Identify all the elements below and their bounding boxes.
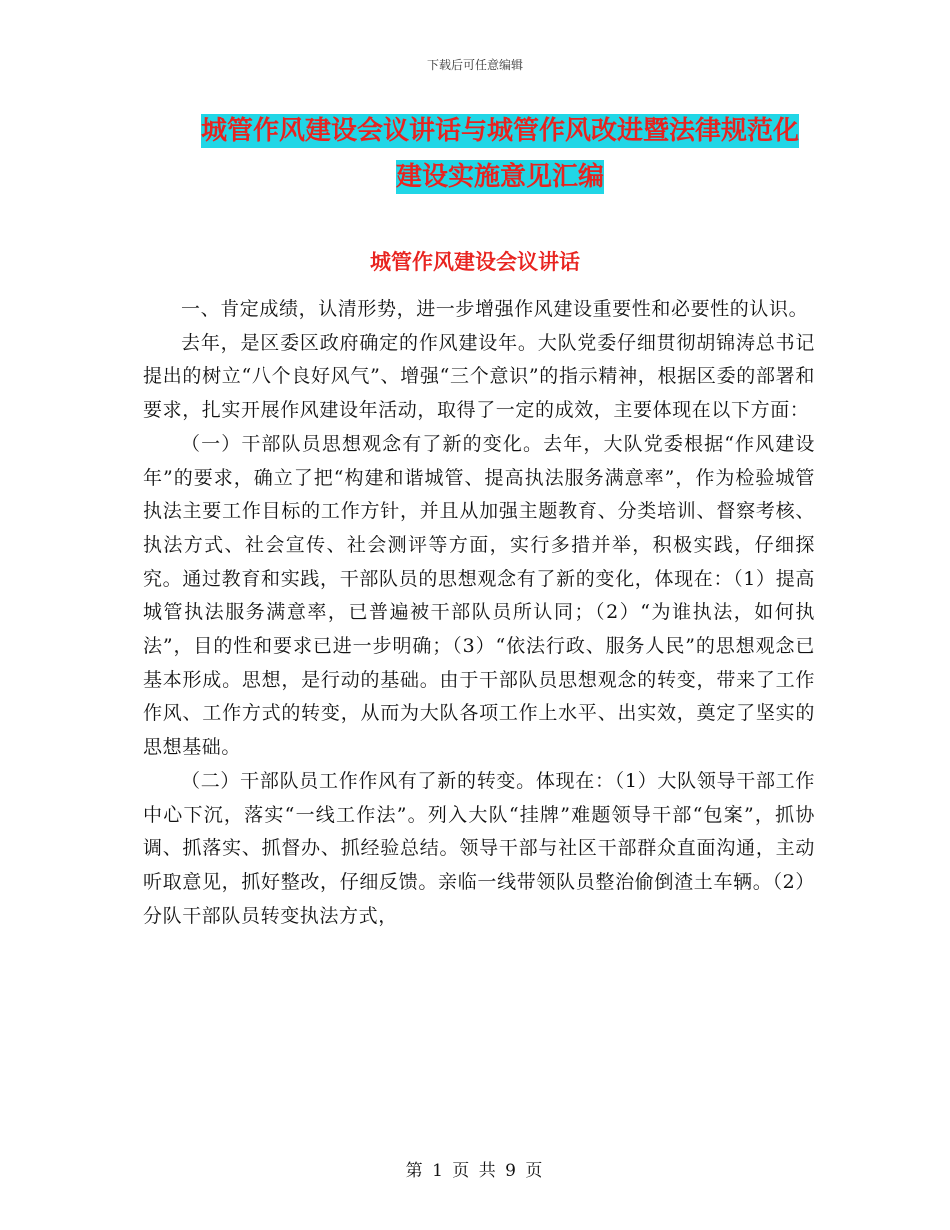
paragraph-2: 去年，是区委区政府确定的作风建设年。大队党委仔细贯彻胡锦涛总书记提出的树立“八个良好风气”、增强“三个意识”的指示精神，根据区委的部署和要求，扎实开展作风建设年活动，取得了一定的成效，主要体现在以下方面： <box>143 331 815 422</box>
document-title-line-1: 城管作风建设会议讲话与城管作风改进暨法律规范化 <box>200 116 799 146</box>
paragraph-3: （一）干部队员思想观念有了新的变化。去年，大队党委根据“作风建设年”的要求，确立了把“构建和谐城管、提高执法服务满意率”，作为检验城管执法主要工作目标的工作方针，并且从加强主题教育、分类培训、督察考核、执法方式、社会宣传、社会测评等方面，实行多措并举，积极实践，仔细探究。通过教育和实践，干部队员的思想观念有了新的变化，体现在：（1）提高城管执法服务满意率，已普遍被干部队员所认同；（2）“为谁执法，如何执法”，目的性和要求已进一步明确；（3）“依法行政、服务人民”的思想观念已基本形成。思想，是行动的基础。由于干部队员思想观念的转变，带来了工作作风、工作方式的转变，从而为大队各项工作上水平、出实效，奠定了坚实的思想基础。 <box>143 432 815 759</box>
page-number: 第 1 页 共 9 页 <box>405 1161 545 1181</box>
section-title: 城管作风建设会议讲话 <box>370 250 580 274</box>
paragraph-1: 一、肯定成绩，认清形势，进一步增强作风建设重要性和必要性的认识。 <box>181 298 809 320</box>
header-note: 下载后可任意编辑 <box>426 58 523 72</box>
paragraph-4: （二）干部队员工作作风有了新的转变。体现在：（1）大队领导干部工作中心下沉，落实“一线工作法”。列入大队“挂牌”难题领导干部“包案”，抓协调、抓落实、抓督办、抓经验总结。领导干部与社区干部群众直面沟通，主动听取意见，抓好整改，仔细反馈。亲临一线带领队员整治偷倒渣土车辆。（2）分队干部队员转变执法方式， <box>143 769 815 927</box>
document-title-line-2: 建设实施意见汇编 <box>395 162 604 192</box>
body-text <box>143 293 815 933</box>
document-title <box>160 108 840 200</box>
